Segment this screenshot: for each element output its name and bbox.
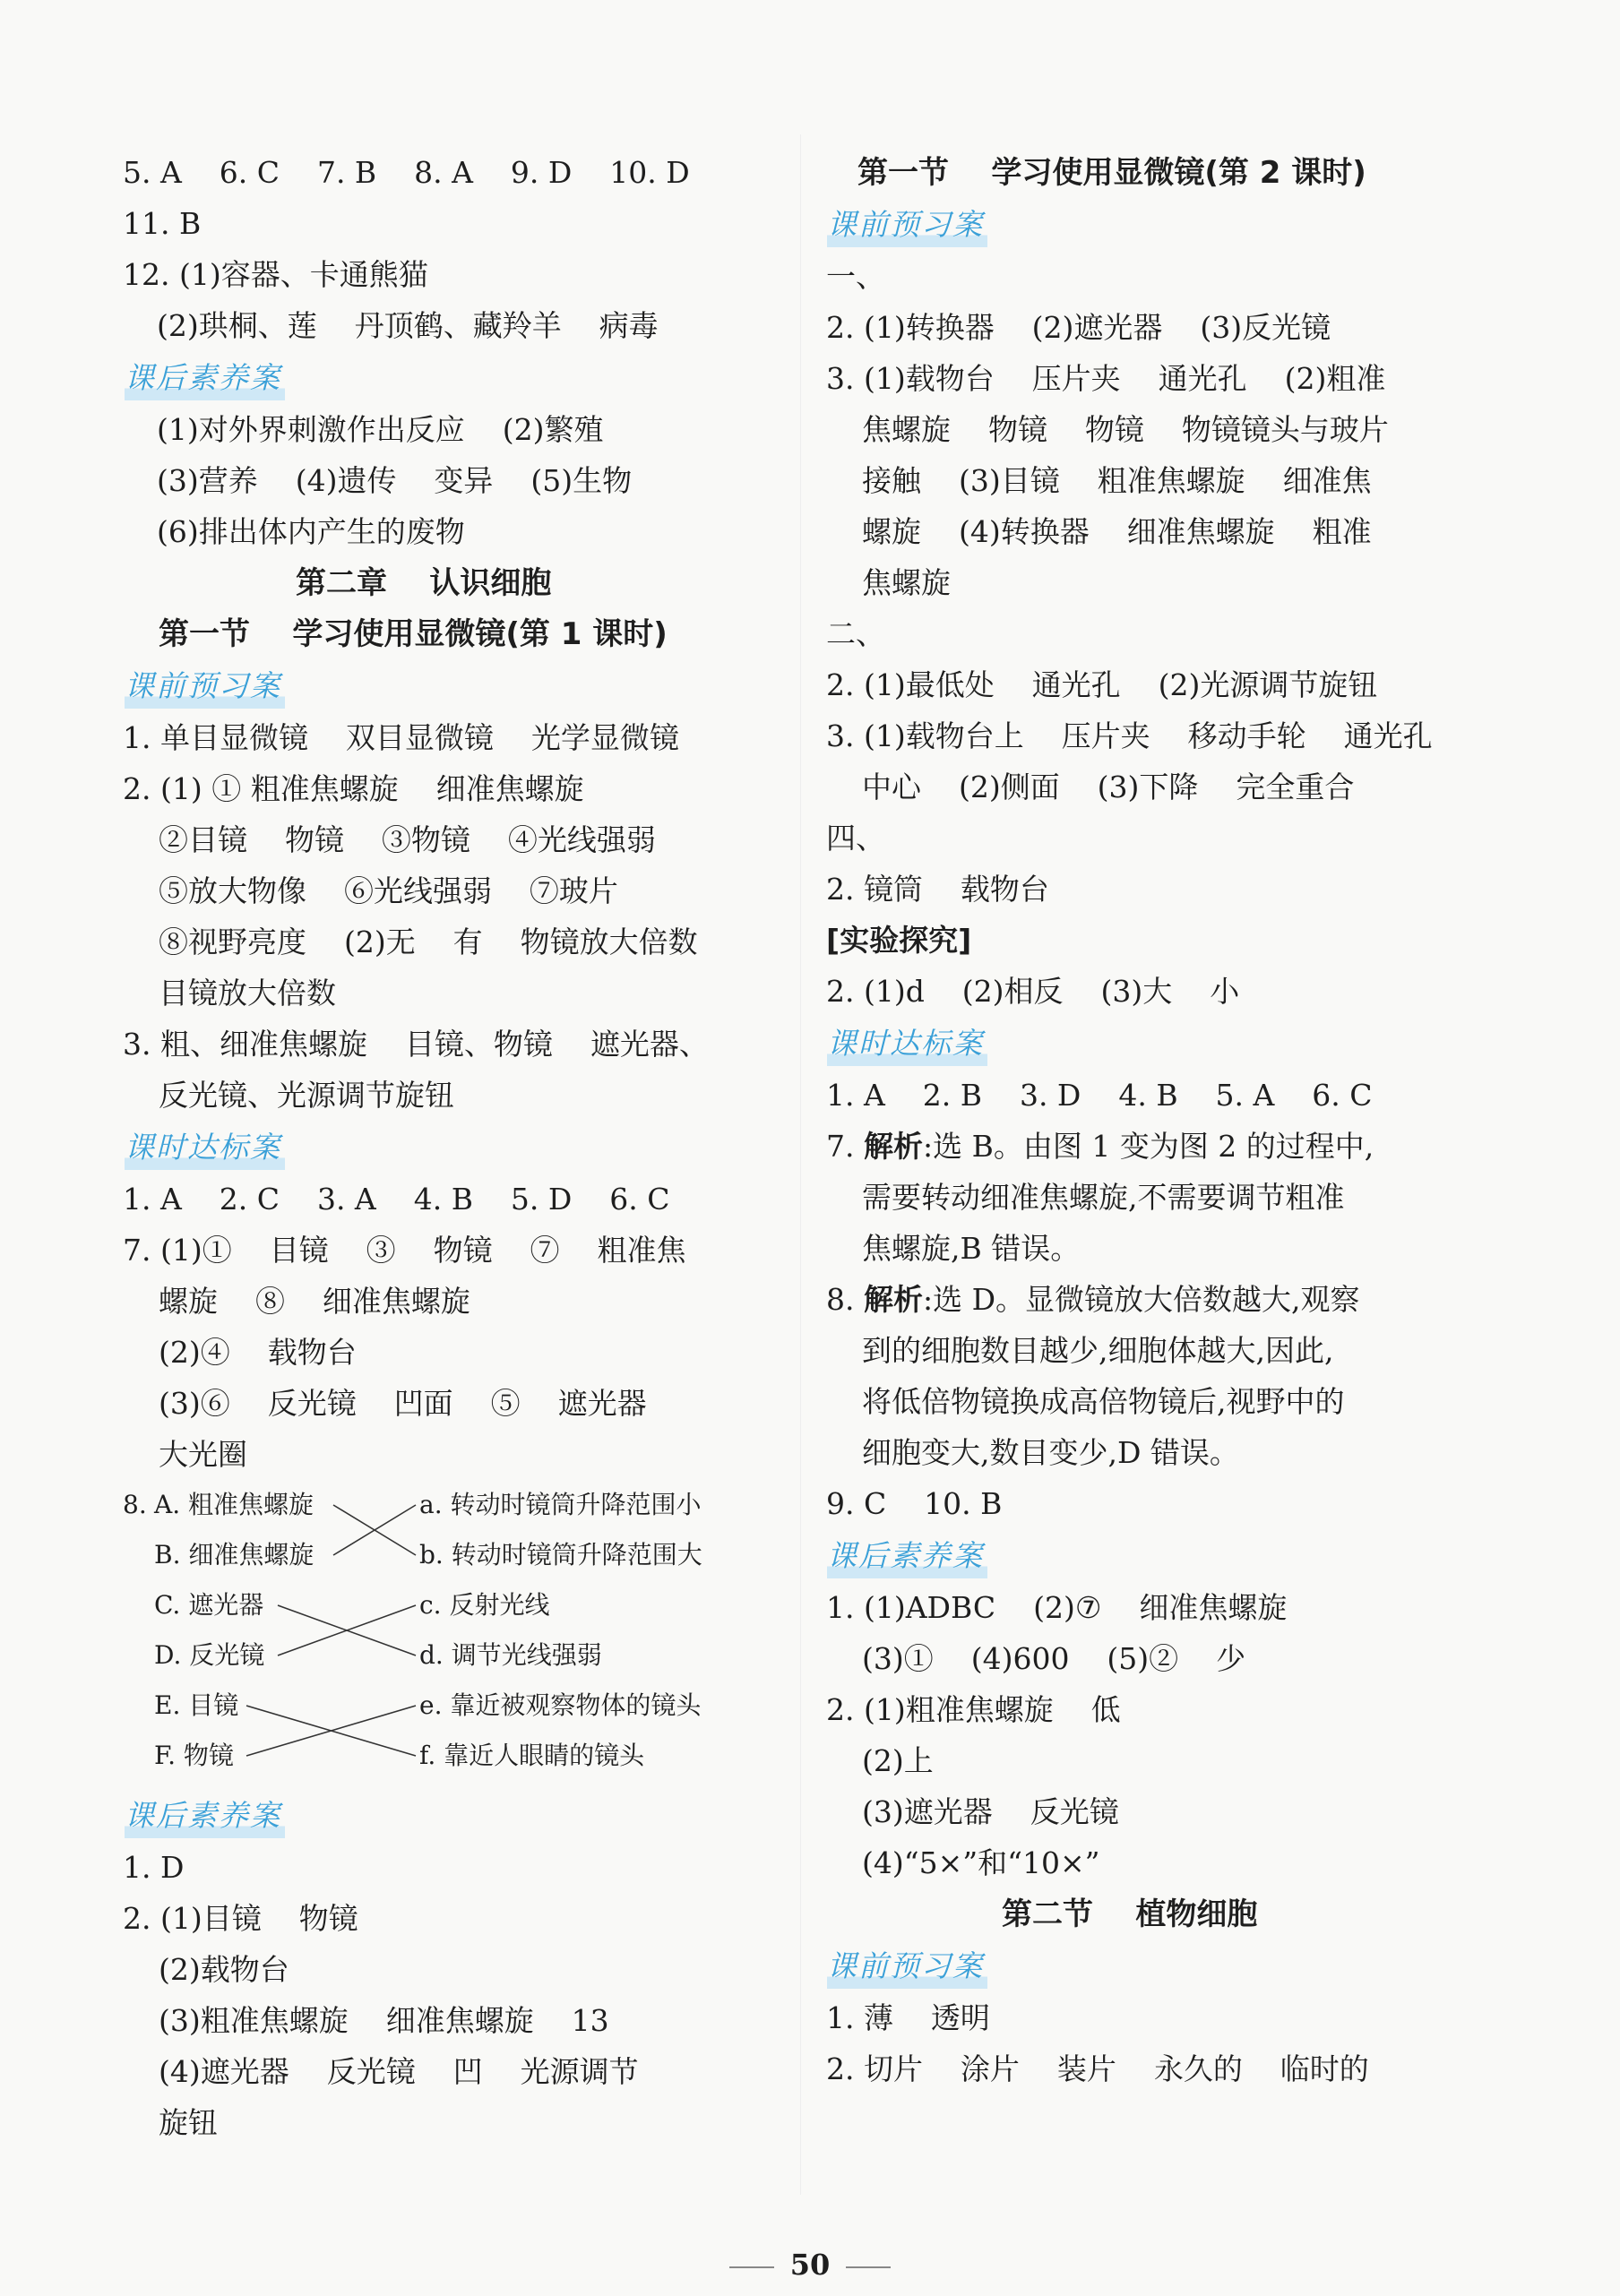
column-divider [800,134,801,2195]
answer-line: 需要转动细准焦螺旋,不需要调节粗准 [862,1180,1345,1215]
section-tag-standard: 课时达标案 [125,1127,285,1170]
answer-line: (3)粗准焦螺旋 细准焦螺旋 13 [159,2003,609,2038]
match-left-item: B. 细准焦螺旋 [154,1540,315,1569]
answer-line: 到的细胞数目越少,细胞体越大,因此, [862,1333,1334,1368]
answer-line: 2. (1)d (2)相反 (3)大 小 [826,974,1240,1009]
page-number-text: 50 [789,2248,831,2282]
answer-line: 2. (1)最低处 通光孔 (2)光源调节旋钮 [826,667,1378,702]
answer-line: 3. (1)载物台上 压片夹 移动手轮 通光孔 [826,718,1433,753]
answer-line: 目镜放大倍数 [159,976,336,1010]
answer-line: (2)上 [862,1743,934,1778]
answer-line: 四、 [826,821,885,856]
answer-line: 7. (1)① 目镜 ③ 物镜 ⑦ 粗准焦 [123,1233,686,1268]
answer-line: (4)遮光器 反光镜 凹 光源调节 [159,2054,639,2089]
answer-line: (2)④ 载物台 [159,1335,357,1370]
section-tag-after-class: 课后素养案 [125,357,285,400]
section-title: 第一节 学习使用显微镜(第 2 课时) [857,155,1366,191]
answer-line: 2. (1)粗准焦螺旋 低 [826,1692,1121,1727]
match-right-item: b. 转动时镜筒升降范围大 [419,1540,702,1569]
answer-line: 1. 单目显微镜 双目显微镜 光学显微镜 [123,720,679,755]
experiment-tag: [实验探究] [826,923,972,958]
answer-line: (3)① (4)600 (5)② 少 [862,1641,1246,1676]
analysis-text: :选 D。显微镜放大倍数越大,观察 [922,1282,1360,1317]
answer-line: 焦螺旋 物镜 物镜 物镜镜头与玻片 [862,412,1389,447]
section-tag-after-class: 课后素养案 [827,1535,987,1578]
match-left-item: D. 反光镜 [154,1640,265,1670]
answer-line: 11. B [123,206,202,241]
answer-line: 3. 粗、细准焦螺旋 目镜、物镜 遮光器、 [123,1027,709,1062]
answer-line: 螺旋 (4)转换器 细准焦螺旋 粗准 [862,514,1372,549]
answer-line: 大光圈 [159,1437,247,1472]
answer-line: 旋钮 [159,2105,218,2140]
question-number: 8. [826,1282,864,1317]
section-tag-preview: 课前预习案 [125,666,285,709]
answer-line: 5. A 6. C 7. B 8. A 9. D 10. D [123,155,690,190]
answer-line: 2. 镜筒 载物台 [826,872,1049,907]
match-right-item: c. 反射光线 [419,1590,550,1620]
answer-line: 焦螺旋 [862,565,951,600]
answer-line: (1)对外界刺激作出反应 (2)繁殖 [157,412,604,447]
answer-line: 中心 (2)侧面 (3)下降 完全重合 [862,770,1355,804]
match-left-item: A. 粗准焦螺旋 [154,1490,315,1519]
answer-line: (3)⑥ 反光镜 凹面 ⑤ 遮光器 [159,1386,647,1421]
answer-line-analysis [826,1124,1374,1169]
answer-line: 一、 [826,259,885,294]
answer-line: (2)载物台 [159,1952,289,1987]
chapter-title: 第二章 认识细胞 [296,565,552,601]
answer-line: 9. C 10. B [826,1486,1003,1521]
match-number: 8. [123,1490,147,1519]
answer-line: 2. (1) ① 粗准焦螺旋 细准焦螺旋 [123,771,584,806]
answer-line: (3)营养 (4)遗传 变异 (5)生物 [157,463,633,498]
answer-line: 细胞变大,数目变少,D 错误。 [862,1435,1239,1470]
answer-line: (4)“5×”和“10×” [862,1845,1100,1880]
answer-line: 反光镜、光源调节旋钮 [159,1078,454,1113]
page-number [0,2247,1620,2283]
answer-line: (3)遮光器 反光镜 [862,1794,1119,1829]
answer-line: (6)排出体内产生的废物 [157,514,465,549]
answer-line: 将低倍物镜换成高倍物镜后,视野中的 [862,1384,1345,1419]
answer-line: 1. A 2. C 3. A 4. B 5. D 6. C [123,1182,670,1217]
section-tag-after-class: 课后素养案 [125,1795,285,1838]
match-right-item: f. 靠近人眼睛的镜头 [419,1741,645,1770]
analysis-label: 解析 [863,1129,923,1164]
match-right-item: a. 转动时镜筒升降范围小 [419,1490,702,1519]
match-left-item: E. 目镜 [154,1690,239,1720]
match-right-item: d. 调节光线强弱 [419,1640,602,1670]
answer-line: 2. (1)目镜 物镜 [123,1901,358,1936]
answer-line: ⑧视野亮度 (2)无 有 物镜放大倍数 [159,924,698,959]
page-dash-left [729,2266,774,2268]
match-lines [0,0,797,2296]
section-tag-preview: 课前预习案 [827,1946,987,1989]
answer-line: 焦螺旋,B 错误。 [862,1231,1081,1266]
answer-line: ⑤放大物像 ⑥光线强弱 ⑦玻片 [159,873,618,908]
answer-line: 螺旋 ⑧ 细准焦螺旋 [159,1284,470,1319]
answer-line-analysis [826,1277,1360,1322]
answer-line: 1. A 2. B 3. D 4. B 5. A 6. C [826,1078,1373,1113]
section-title: 第二节 植物细胞 [1002,1896,1258,1932]
answer-line: 接触 (3)目镜 粗准焦螺旋 细准焦 [862,463,1372,498]
match-left-item: C. 遮光器 [154,1590,264,1620]
answer-line: 12. (1)容器、卡通熊猫 [123,257,428,292]
page-dash-right [846,2266,891,2268]
answer-line: (2)珙桐、莲 丹顶鹤、藏羚羊 病毒 [157,308,659,343]
match-left-item: F. 物镜 [154,1741,234,1770]
analysis-label: 解析 [863,1282,923,1317]
answer-line: 2. (1)转换器 (2)遮光器 (3)反光镜 [826,310,1331,345]
answer-line: 3. (1)载物台 压片夹 通光孔 (2)粗准 [826,361,1386,396]
answer-line: 1. D [123,1850,185,1885]
answer-line: 1. (1)ADBC (2)⑦ 细准焦螺旋 [826,1590,1288,1625]
match-right-item: e. 靠近被观察物体的镜头 [419,1690,702,1720]
section-tag-standard: 课时达标案 [827,1023,987,1066]
answer-line: ②目镜 物镜 ③物镜 ④光线强弱 [159,822,656,857]
answer-line: 1. 薄 透明 [826,2000,990,2035]
analysis-text: :选 B。由图 1 变为图 2 的过程中, [922,1129,1374,1164]
answer-line: 2. 切片 涂片 装片 永久的 临时的 [826,2051,1369,2086]
question-number: 7. [826,1129,864,1164]
answer-line: 二、 [826,616,885,651]
section-title: 第一节 学习使用显微镜(第 1 课时) [159,616,668,652]
section-tag-preview: 课前预习案 [827,204,987,247]
